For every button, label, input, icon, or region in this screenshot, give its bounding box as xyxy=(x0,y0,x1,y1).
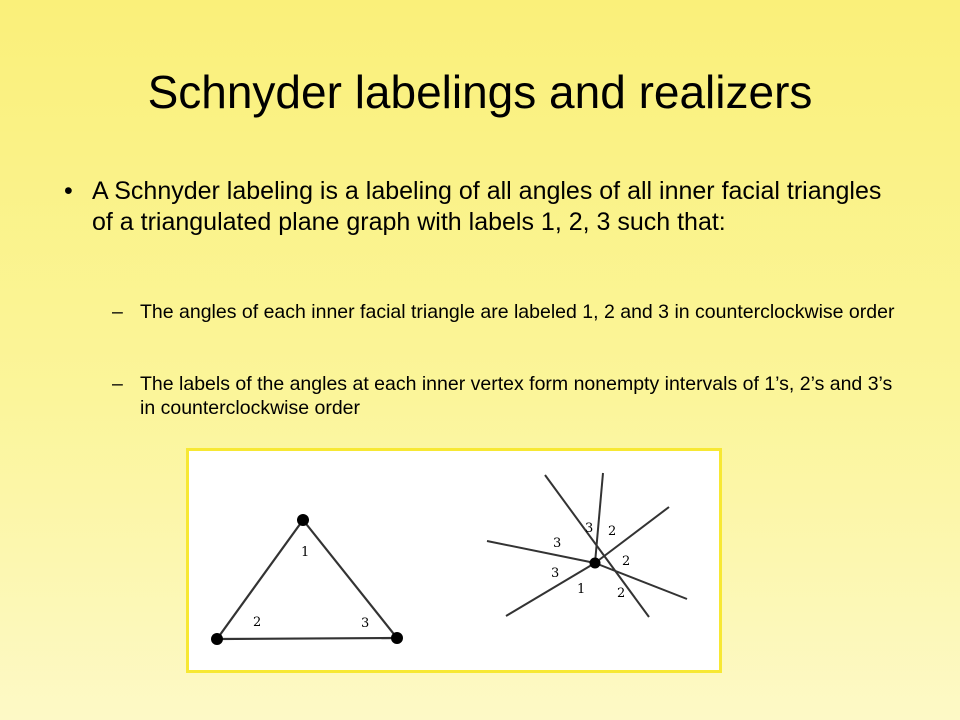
star-label-top-left: 3 xyxy=(585,521,594,536)
angle-label-top: 1 xyxy=(301,545,310,560)
sub-bullet-2 xyxy=(112,372,912,420)
triangle-vertex-bottom-left xyxy=(211,633,223,645)
star-center-vertex xyxy=(590,558,601,569)
star-label-upper-left: 3 xyxy=(553,536,562,551)
star-label-right: 2 xyxy=(622,554,631,569)
main-bullet-text: A Schnyder labeling is a labeling of all angles of all inner facial triangles of a triangulated plane graph with labels 1, 2, 3 such that: xyxy=(92,177,882,236)
sub-bullet-text: The angles of each inner facial triangle are labeled 1, 2 and 3 in counterclockwise order xyxy=(140,301,895,323)
triangle-edge-right xyxy=(303,520,397,638)
angle-label-bottom-left: 2 xyxy=(253,615,262,630)
triangle-vertex-top xyxy=(297,514,309,526)
sub-bullet-1 xyxy=(112,300,912,324)
figure-diagram xyxy=(189,451,719,670)
sub-bullet-text: The labels of the angles at each inner vertex form nonempty intervals of 1’s, 2’s and 3’s in counterclockwise order xyxy=(140,373,893,419)
star-label-bottom: 1 xyxy=(577,582,586,597)
star-edge-4 xyxy=(595,507,669,563)
triangle-edge-bottom xyxy=(217,638,397,639)
star-label-lower-right: 2 xyxy=(617,586,626,601)
star-edge-2 xyxy=(487,541,595,563)
triangle-vertex-bottom-right xyxy=(391,632,403,644)
star-label-top-right: 2 xyxy=(608,524,617,539)
sub-bullet-dash: – xyxy=(112,373,123,395)
sub-bullet-dash: – xyxy=(112,301,123,323)
slide-title: Schnyder labelings and realizers xyxy=(147,66,813,118)
star-label-left: 3 xyxy=(551,566,560,581)
bullet-marker: • xyxy=(64,177,73,205)
labeled-vertex-star xyxy=(487,473,687,617)
labeled-triangle xyxy=(217,520,397,639)
star-edge-3 xyxy=(595,563,687,599)
main-bullet xyxy=(64,176,904,238)
angle-label-bottom-right: 3 xyxy=(361,616,370,631)
figure-frame xyxy=(186,448,722,673)
